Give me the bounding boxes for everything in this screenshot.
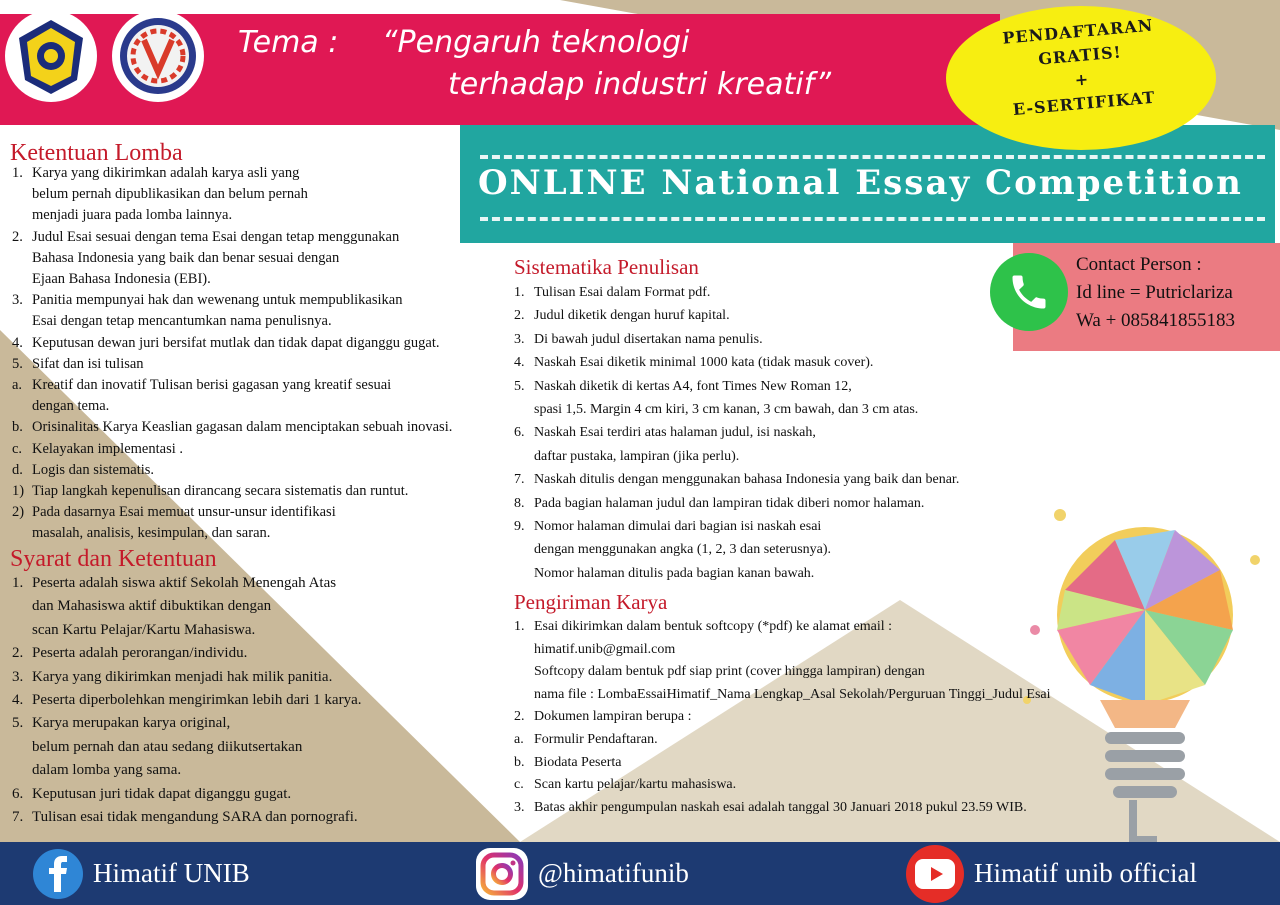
sistematika-item [514,328,959,351]
ketentuan-item-text: Kreatif dan inovatif Tulisan berisi gagasan yang kreatif sesuai [32,377,392,394]
ketentuan-heading: Ketentuan Lomba [10,140,183,166]
sistematika-item-text: Nomor halaman dimulai dari bagian isi naskah esai [534,519,822,535]
sistematika-item-number: 8. [514,495,525,511]
pengiriman-item-number: 2. [514,709,525,725]
ketentuan-item [12,417,452,438]
contact-title: Contact Person : [1076,254,1202,275]
ketentuan-item-number: 3. [12,292,23,309]
syarat-item [12,783,361,806]
syarat-item [12,806,361,829]
sistematika-item-text: Pada bagian halaman judul dan lampiran tidak diberi nomor halaman. [534,495,925,511]
sistematika-item [514,515,959,538]
tema-label: Tema : [238,25,339,60]
pengiriman-item [514,774,1051,797]
pengiriman-item [514,661,1051,684]
ketentuan-item-text: Judul Esai sesuai dengan tema Esai dengan tetap menggunakan [32,228,400,245]
pengiriman-item-number: b. [514,754,525,770]
ketentuan-item-number: 2. [12,228,23,245]
syarat-item [12,572,361,595]
sistematika-item-number: 5. [514,378,525,394]
whatsapp-icon [990,253,1068,331]
pengiriman-item-text: Scan kartu pelajar/kartu mahasiswa. [534,777,737,793]
contact-info [1076,251,1235,335]
syarat-item-text: dalam lomba yang sama. [32,762,182,779]
pengiriman-item-number: a. [514,731,524,747]
pengiriman-item [514,684,1051,707]
syarat-item [12,689,361,712]
sistematika-item-text: Naskah diketik di kertas A4, font Times New Roman 12, [534,378,852,394]
ketentuan-item [12,460,452,481]
university-logo [5,10,97,102]
contact-line-id[interactable]: Id line = Putriclariza [1076,282,1233,303]
facebook-label: Himatif UNIB [93,858,250,888]
syarat-item [12,666,361,689]
ketentuan-item-number: b. [12,419,23,436]
ketentuan-item-number: a. [12,377,23,394]
sistematika-item-text: dengan menggunakan angka (1, 2, 3 dan seterusnya). [534,542,832,558]
ketentuan-item-text: Panitia mempunyai hak dan wewenang untuk mempublikasikan [32,292,403,309]
ketentuan-item [12,227,452,248]
ketentuan-item-text: Ejaan Bahasa Indonesia (EBI). [32,271,211,288]
pengiriman-item-text: Formulir Pendaftaran. [534,731,658,747]
badge-line-3: + [1073,69,1091,90]
pengiriman-list [514,616,1051,819]
instagram-label: @himatifunib [538,858,689,888]
pengiriman-item-number: c. [514,777,524,793]
pengiriman-item [514,706,1051,729]
sistematika-item [514,398,959,421]
badge-line-2: GRATIS! [1037,42,1123,69]
sistematika-heading: Sistematika Penulisan [514,255,699,279]
university-shield-icon [5,10,97,102]
youtube-icon [906,845,964,903]
phone-icon [1007,270,1051,314]
sistematika-item-number: 1. [514,285,525,300]
pengiriman-item-text: Batas akhir pengumpulan naskah esai adalah tanggal 30 Januari 2018 pukul 23.59 WIB. [534,799,1027,815]
syarat-item-text: Peserta adalah siswa aktif Sekolah Menengah Atas [32,575,337,591]
pengiriman-item [514,797,1051,820]
sistematika-item-text: Di bawah judul disertakan nama penulis. [534,331,763,347]
ketentuan-item [12,439,452,460]
syarat-item [12,595,361,618]
ketentuan-item-number: 2) [12,504,25,521]
syarat-item-text: dan Mahasiswa aktif dibuktikan dengan [32,598,272,615]
ketentuan-item [12,269,452,290]
ketentuan-item-number: 4. [12,334,23,351]
ketentuan-item-text: Orisinalitas Karya Keaslian gagasan dalam menciptakan sebuah inovasi. [32,419,453,436]
sistematika-item [514,562,959,585]
himatif-logo [112,10,204,102]
ketentuan-item [12,502,452,523]
registration-badge [946,6,1216,150]
ketentuan-item-number: 1) [12,483,25,500]
syarat-item [12,619,361,642]
syarat-item-number: 7. [12,809,24,826]
ketentuan-item [12,205,452,226]
ketentuan-item-text: Keputusan dewan juri bersifat mutlak dan tidak dapat diganggu gugat. [32,334,440,351]
ketentuan-item-text: Kelayakan implementasi . [32,440,183,457]
ketentuan-item-text: Tiap langkah kepenulisan dirancang secara sistematis dan runtut. [32,483,409,500]
ketentuan-item [12,396,452,417]
syarat-item [12,736,361,759]
ketentuan-item-text: Sifat dan isi tulisan [32,355,144,372]
sistematika-list [514,281,959,585]
syarat-item-number: 3. [12,668,24,685]
ketentuan-item [12,375,452,396]
sistematika-item [514,375,959,398]
pengiriman-item [514,616,1051,639]
ketentuan-item [12,354,452,375]
pengiriman-item-text: Esai dikirimkan dalam bentuk softcopy (*pdf) ke alamat email : [534,619,893,634]
sistematika-item-text: spasi 1,5. Margin 4 cm kiri, 3 cm kanan, 3 cm bawah, dan 3 cm atas. [534,402,919,418]
sistematika-item-text: Judul diketik dengan huruf kapital. [534,308,730,324]
sistematika-item-text: Naskah Esai terdiri atas halaman judul, isi naskah, [534,425,816,441]
ketentuan-item [12,523,452,544]
pengiriman-item [514,752,1051,775]
syarat-list [12,572,361,829]
ketentuan-item [12,184,452,205]
syarat-item-text: scan Kartu Pelajar/Kartu Mahasiswa. [32,621,256,638]
ketentuan-item-text: Esai dengan tetap mencantumkan nama penulisnya. [32,313,332,330]
sistematika-item-text: Tulisan Esai dalam Format pdf. [534,285,711,300]
ketentuan-item-number: c. [12,440,23,457]
banner-dash-bottom [480,217,1265,221]
tema-line-2: terhadap industri kreatif” [448,67,832,102]
ketentuan-item [12,163,452,184]
pengiriman-item-text: himatif.unib@gmail.com [534,641,676,657]
badge-line-1: PENDAFTARAN [1001,15,1154,48]
youtube-link[interactable] [906,842,1197,905]
ketentuan-item-number: d. [12,461,23,478]
syarat-item-number: 2. [12,645,24,662]
contact-whatsapp[interactable]: Wa + 085841855183 [1076,310,1236,331]
syarat-item-text: Tulisan esai tidak mengandung SARA dan pornografi. [32,809,358,826]
syarat-item-text: Peserta adalah perorangan/individu. [32,645,248,662]
syarat-item-text: Peserta diperbolehkan mengirimkan lebih dari 1 karya. [32,692,362,709]
pengiriman-item [514,729,1051,752]
ketentuan-item-text: dengan tema. [32,398,110,415]
facebook-icon [33,849,83,899]
sistematika-item-text: Naskah Esai diketik minimal 1000 kata (tidak masuk cover). [534,355,874,371]
ketentuan-item [12,248,452,269]
ketentuan-item [12,481,452,502]
syarat-item [12,759,361,782]
ketentuan-item-text: Pada dasarnya Esai memuat unsur-unsur identifikasi [32,504,336,521]
ketentuan-item-text: belum pernah dipublikasikan dan belum pernah [32,186,308,203]
badge-line-4: E-SERTIFIKAT [1012,87,1157,120]
syarat-heading: Syarat dan Ketentuan [10,546,217,572]
syarat-item-text: Karya yang dikirimkan menjadi hak milik panitia. [32,668,333,685]
sistematika-item-number: 9. [514,519,525,535]
syarat-item [12,642,361,665]
ketentuan-item [12,290,452,311]
ketentuan-item-text: Logis dan sistematis. [32,461,155,478]
ketentuan-item-text: Bahasa Indonesia yang baik dan benar sesuai dengan [32,249,340,266]
sistematika-item-number: 2. [514,308,525,324]
sistematika-item-text: Nomor halaman ditulis pada bagian kanan bawah. [534,565,815,581]
ketentuan-item-text: masalah, analisis, kesimpulan, dan saran. [32,525,271,542]
pengiriman-item [514,639,1051,662]
pengiriman-item-text: nama file : LombaEssaiHimatif_Nama Lengkap_Asal Sekolah/Perguruan Tinggi_Judul Esai [534,686,1051,702]
pengiriman-item-text: Dokumen lampiran berupa : [534,709,692,725]
syarat-item-number: 1. [12,575,24,591]
sistematika-item-number: 6. [514,425,525,441]
ketentuan-item [12,333,452,354]
facebook-link[interactable] [33,842,250,905]
instagram-link[interactable] [476,842,689,905]
ketentuan-item-number: 1. [12,165,23,181]
syarat-item-text: belum pernah dan atau sedang diikutsertakan [32,738,303,755]
sistematika-item [514,468,959,491]
banner-dash-top [480,155,1265,159]
sistematika-item [514,281,959,304]
pengiriman-item-text: Biodata Peserta [534,754,622,770]
sistematika-item [514,421,959,444]
syarat-item [12,712,361,735]
sistematika-item-text: Naskah ditulis dengan menggunakan bahasa Indonesia yang baik dan benar. [534,472,960,488]
himatif-logo-icon [112,10,204,102]
syarat-item-number: 4. [12,692,24,709]
title-banner [460,125,1275,243]
ketentuan-item-text: menjadi juara pada lomba lainnya. [32,207,233,224]
sistematika-item-number: 7. [514,472,525,488]
sistematika-item [514,538,959,561]
syarat-item-text: Keputusan juri tidak dapat diganggu gugat. [32,785,292,802]
sistematika-item-number: 4. [514,355,525,371]
instagram-icon [476,848,528,900]
sistematika-item-number: 3. [514,331,525,347]
syarat-item-text: Karya merupakan karya original, [32,715,231,732]
ketentuan-list [12,163,452,545]
pengiriman-item-number: 1. [514,619,525,634]
sistematika-item [514,445,959,468]
youtube-label: Himatif unib official [974,858,1197,888]
pengiriman-heading: Pengiriman Karya [514,590,668,614]
ketentuan-item-text: Karya yang dikirimkan adalah karya asli yang [32,165,300,181]
sistematika-item-text: daftar pustaka, lampiran (jika perlu). [534,448,740,464]
sistematika-item [514,304,959,327]
pengiriman-item-text: Softcopy dalam bentuk pdf siap print (cover hingga lampiran) dengan [534,664,925,680]
tema-line-1: “Pengaruh teknologi [382,25,690,60]
ketentuan-item-number: 5. [12,355,23,372]
sistematika-item [514,492,959,515]
syarat-item-number: 5. [12,715,24,732]
banner-title: ONLINE National Essay Competition [478,163,1243,203]
syarat-item-number: 6. [12,785,24,802]
ketentuan-item [12,311,452,332]
pengiriman-item-number: 3. [514,799,525,815]
sistematika-item [514,351,959,374]
